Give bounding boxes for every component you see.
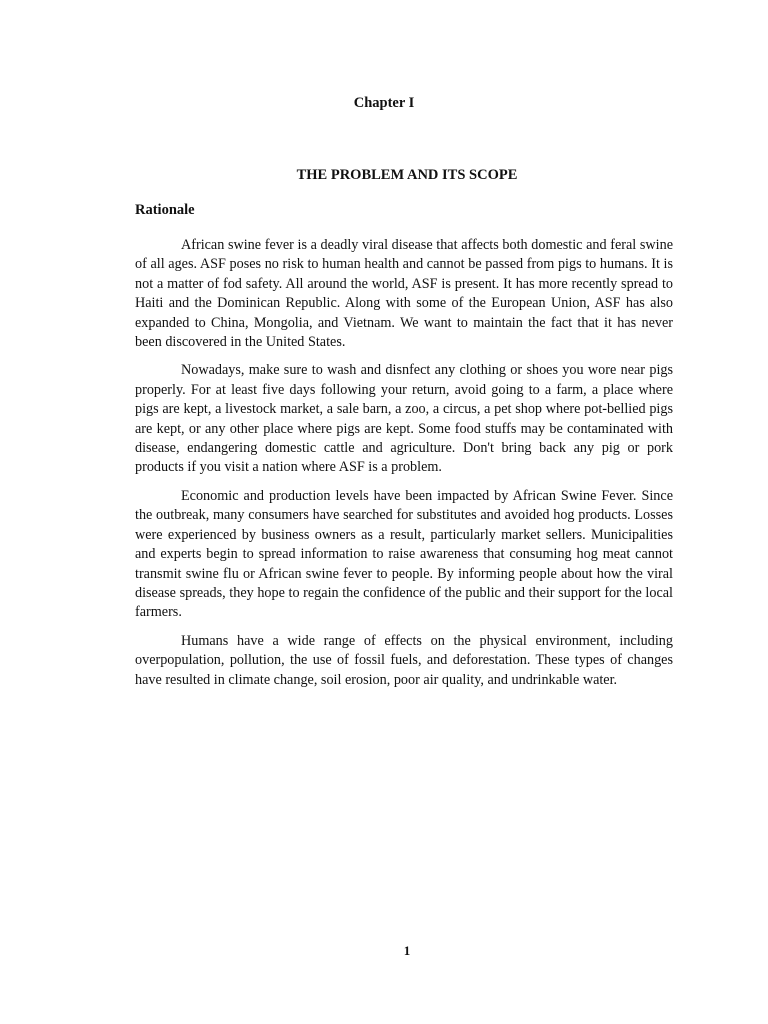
rationale-heading: Rationale xyxy=(135,202,195,218)
body-text xyxy=(135,236,673,699)
page-number: 1 xyxy=(403,943,411,958)
paragraph-2: Nowadays, make sure to wash and disnfect any clothing or shoes you wore near pigs properly. For at least five days following your return, avoid going to a farm, a place where pigs are kept, a livestock market, a sale barn, a zoo, a circus, a pet shop where pot-bellied pigs are kept, or any other place where pigs are kept. Some food stuffs may be contaminated with disease, endangering domestic cattle and agriculture. Don't bring back any pig or pork products if you visit a nation where ASF is a problem. xyxy=(135,362,673,476)
paragraph-3: Economic and production levels have been impacted by African Swine Fever. Since the outbreak, many consumers have searched for substitutes and avoided hog products. Losses were experienced by business owners as a result, particularly market sellers. Municipalities and experts begin to spread information to raise awareness that consuming hog meat cannot transmit swine flu or African swine fever to people. By informing people about how the viral disease spreads, they hope to regain the confidence of the public and their support for the local farmers. xyxy=(135,487,673,621)
paragraph-4: Humans have a wide range of effects on the physical environment, including overpopulation, pollution, the use of fossil fuels, and deforestation. These types of changes have resulted in climate change, soil erosion, poor air quality, and undrinkable water. xyxy=(135,632,673,688)
paragraph-1: African swine fever is a deadly viral disease that affects both domestic and feral swine of all ages. ASF poses no risk to human health and cannot be passed from pigs to humans. It is not a matter of fod safety. All around the world, ASF is present. It has more recently spread to Haiti and the Dominican Republic. Along with some of the European Union, ASF has also expanded to China, Mongolia, and Vietnam. We want to maintain the fact that it has never been discovered in the United States. xyxy=(135,237,673,351)
chapter-heading: Chapter I xyxy=(353,95,415,111)
section-title: THE PROBLEM AND ITS SCOPE xyxy=(296,167,518,183)
